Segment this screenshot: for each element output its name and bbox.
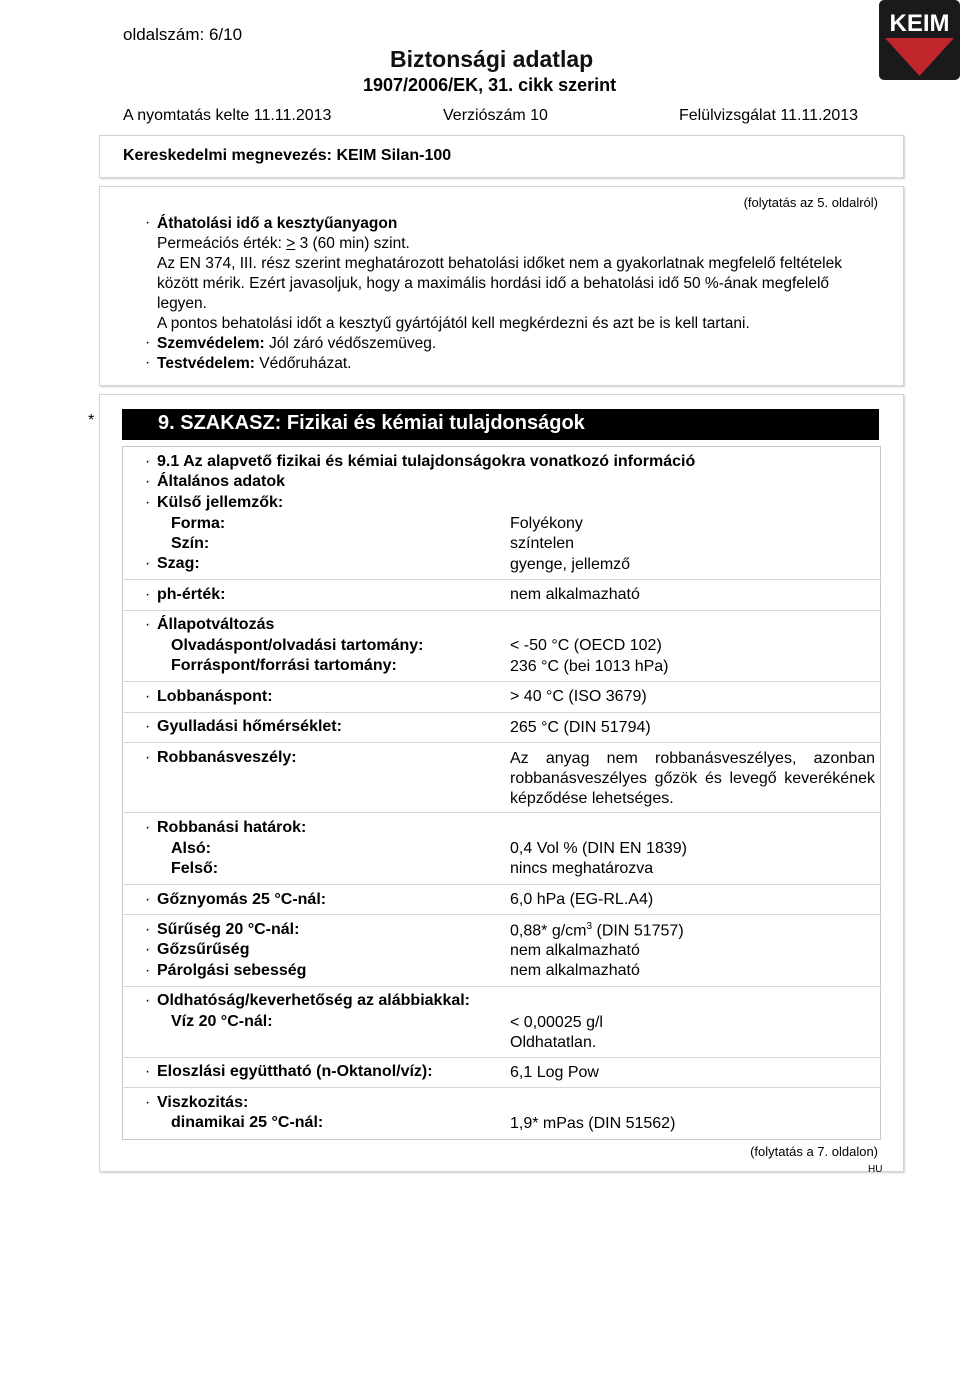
bullet: · — [145, 1063, 151, 1080]
bullet: · — [145, 819, 151, 836]
bullet: · — [145, 891, 151, 908]
keim-logo-icon — [879, 0, 960, 80]
en374-text: Az EN 374, III. rész szerint meghatározott behatolási időket nem a gyakorlatnak megfelelő feltételek között mérik. Ezért javasoljuk, hogy a maximális hordási idő a behatolási idő 50 %-ának megfelelő legyen. — [157, 255, 842, 312]
boiling-value: 236 °C (bei 1013 hPa) — [510, 658, 669, 675]
bullet: · — [145, 494, 151, 511]
vapor-pressure-value: 6,0 hPa (EG-RL.A4) — [510, 891, 654, 908]
explosion-limits-label: Robbanási határok: — [157, 819, 307, 836]
language-code: HU — [868, 1164, 883, 1175]
evaporation-label: Párolgási sebesség — [157, 962, 307, 979]
vapor-density-value: nem alkalmazható — [510, 942, 640, 959]
revision-date: Felülvizsgálat 11.11.2013 — [679, 107, 859, 124]
color-value: színtelen — [510, 535, 575, 552]
density-label: Sűrűség 20 °C-nál: — [157, 921, 300, 938]
exact-time-text: A pontos behatolási időt a kesztyű gyártójától kell megkérdezni és azt be is kell tartani. — [157, 315, 750, 332]
bullet: · — [145, 473, 151, 490]
flash-point-label: Lobbanáspont: — [157, 688, 273, 705]
explosion-value: Az anyag nem robbanásveszélyes, azonban robbanásveszélyes gőzök és levegő keverékének képződése lehetséges. — [510, 750, 875, 807]
odor-label: Szag: — [157, 555, 200, 572]
boiling-label: Forráspont/forrási tartomány: — [171, 657, 397, 674]
bullet: · — [145, 214, 151, 231]
row-separator — [122, 1087, 881, 1088]
row-separator — [122, 884, 881, 885]
ph-label: ph-érték: — [157, 586, 226, 603]
general-data-label: Általános adatok — [157, 473, 286, 490]
logo-text: KEIM — [889, 10, 950, 37]
bullet: · — [145, 616, 151, 633]
water-value: < 0,00025 g/l — [510, 1014, 603, 1031]
section-title: 9. SZAKASZ: Fizikai és kémiai tulajdonságok — [158, 412, 585, 434]
water-value-2: Oldhatatlan. — [510, 1034, 597, 1051]
flash-point-value: > 40 °C (ISO 3679) — [510, 688, 647, 705]
eye-protection: Szemvédelem: Jól záró védőszemüveg. — [157, 335, 437, 352]
trade-name: Kereskedelmi megnevezés: KEIM Silan-100 — [123, 147, 452, 164]
partition-label: Eloszlási együttható (n-Oktanol/víz): — [157, 1063, 433, 1080]
continued-to: (folytatás a 7. oldalon) — [750, 1144, 878, 1159]
bullet: · — [145, 334, 151, 351]
dynamic-viscosity-value: 1,9* mPas (DIN 51562) — [510, 1115, 676, 1132]
row-separator — [122, 610, 881, 611]
vapor-pressure-label: Gőznyomás 25 °C-nál: — [157, 891, 327, 908]
odor-value: gyenge, jellemző — [510, 556, 631, 573]
state-change-label: Állapotváltozás — [157, 616, 275, 633]
print-date: A nyomtatás kelte 11.11.2013 — [123, 107, 332, 124]
bullet: · — [145, 921, 151, 938]
upper-limit-value: nincs meghatározva — [510, 860, 654, 877]
partition-value: 6,1 Log Pow — [510, 1064, 599, 1081]
page-number: oldalszám: 6/10 — [123, 25, 243, 44]
vapor-density-label: Gőzsűrűség — [157, 941, 250, 958]
solubility-label: Oldhatóság/keverhetőség az alábbiakkal: — [157, 992, 471, 1009]
bullet: · — [145, 1094, 151, 1111]
form-label: Forma: — [171, 515, 226, 532]
row-separator — [122, 681, 881, 682]
row-separator — [122, 742, 881, 743]
dynamic-viscosity-label: dinamikai 25 °C-nál: — [171, 1114, 324, 1131]
melting-label: Olvadáspont/olvadási tartomány: — [171, 637, 424, 654]
body-protection: Testvédelem: Védőruházat. — [157, 355, 352, 372]
info-heading: 9.1 Az alapvető fizikai és kémiai tulajdonságokra vonatkozó információ — [157, 453, 696, 470]
row-separator — [122, 579, 881, 580]
row-separator — [122, 986, 881, 987]
ignition-label: Gyulladási hőmérséklet: — [157, 718, 342, 735]
bullet: · — [145, 992, 151, 1009]
water-label: Víz 20 °C-nál: — [171, 1013, 273, 1030]
glove-title: Áthatolási idő a kesztyűanyagon — [157, 215, 398, 232]
bullet: · — [145, 555, 151, 572]
evaporation-value: nem alkalmazható — [510, 962, 640, 979]
density-value: 0,88* $g/cm^3$ (DIN 51757) — [510, 921, 684, 940]
ph-value: nem alkalmazható — [510, 586, 640, 603]
viscosity-label: Viszkozitás: — [157, 1094, 249, 1111]
document-subtitle: 1907/2006/EK, 31. cikk szerint — [363, 75, 617, 95]
bullet: · — [145, 453, 151, 470]
bullet: · — [145, 962, 151, 979]
document-title: Biztonsági adatlap — [390, 46, 594, 72]
permeation-value: Permeációs érték: > 3 (60 min) szint. — [157, 235, 410, 252]
external-label: Külső jellemzők: — [157, 494, 284, 511]
lower-limit-value: 0,4 Vol % (DIN EN 1839) — [510, 840, 687, 857]
row-separator — [122, 712, 881, 713]
lower-limit-label: Alsó: — [171, 840, 211, 857]
bullet: · — [145, 718, 151, 735]
form-value: Folyékony — [510, 515, 583, 532]
explosion-label: Robbanásveszély: — [157, 749, 297, 766]
row-separator — [122, 812, 881, 813]
continued-from: (folytatás az 5. oldalról) — [743, 195, 878, 210]
bullet: · — [145, 941, 151, 958]
bullet: · — [145, 749, 151, 766]
melting-value: < -50 °C (OECD 102) — [510, 637, 662, 654]
bullet: · — [145, 586, 151, 603]
row-separator — [122, 1057, 881, 1058]
change-marker: * — [88, 412, 95, 429]
ignition-value: 265 °C (DIN 51794) — [510, 719, 651, 736]
upper-limit-label: Felső: — [171, 860, 219, 877]
color-label: Szín: — [171, 535, 210, 552]
bullet: · — [145, 688, 151, 705]
bullet: · — [145, 354, 151, 371]
version-number: Verziószám 10 — [443, 107, 548, 124]
row-separator — [122, 914, 881, 915]
